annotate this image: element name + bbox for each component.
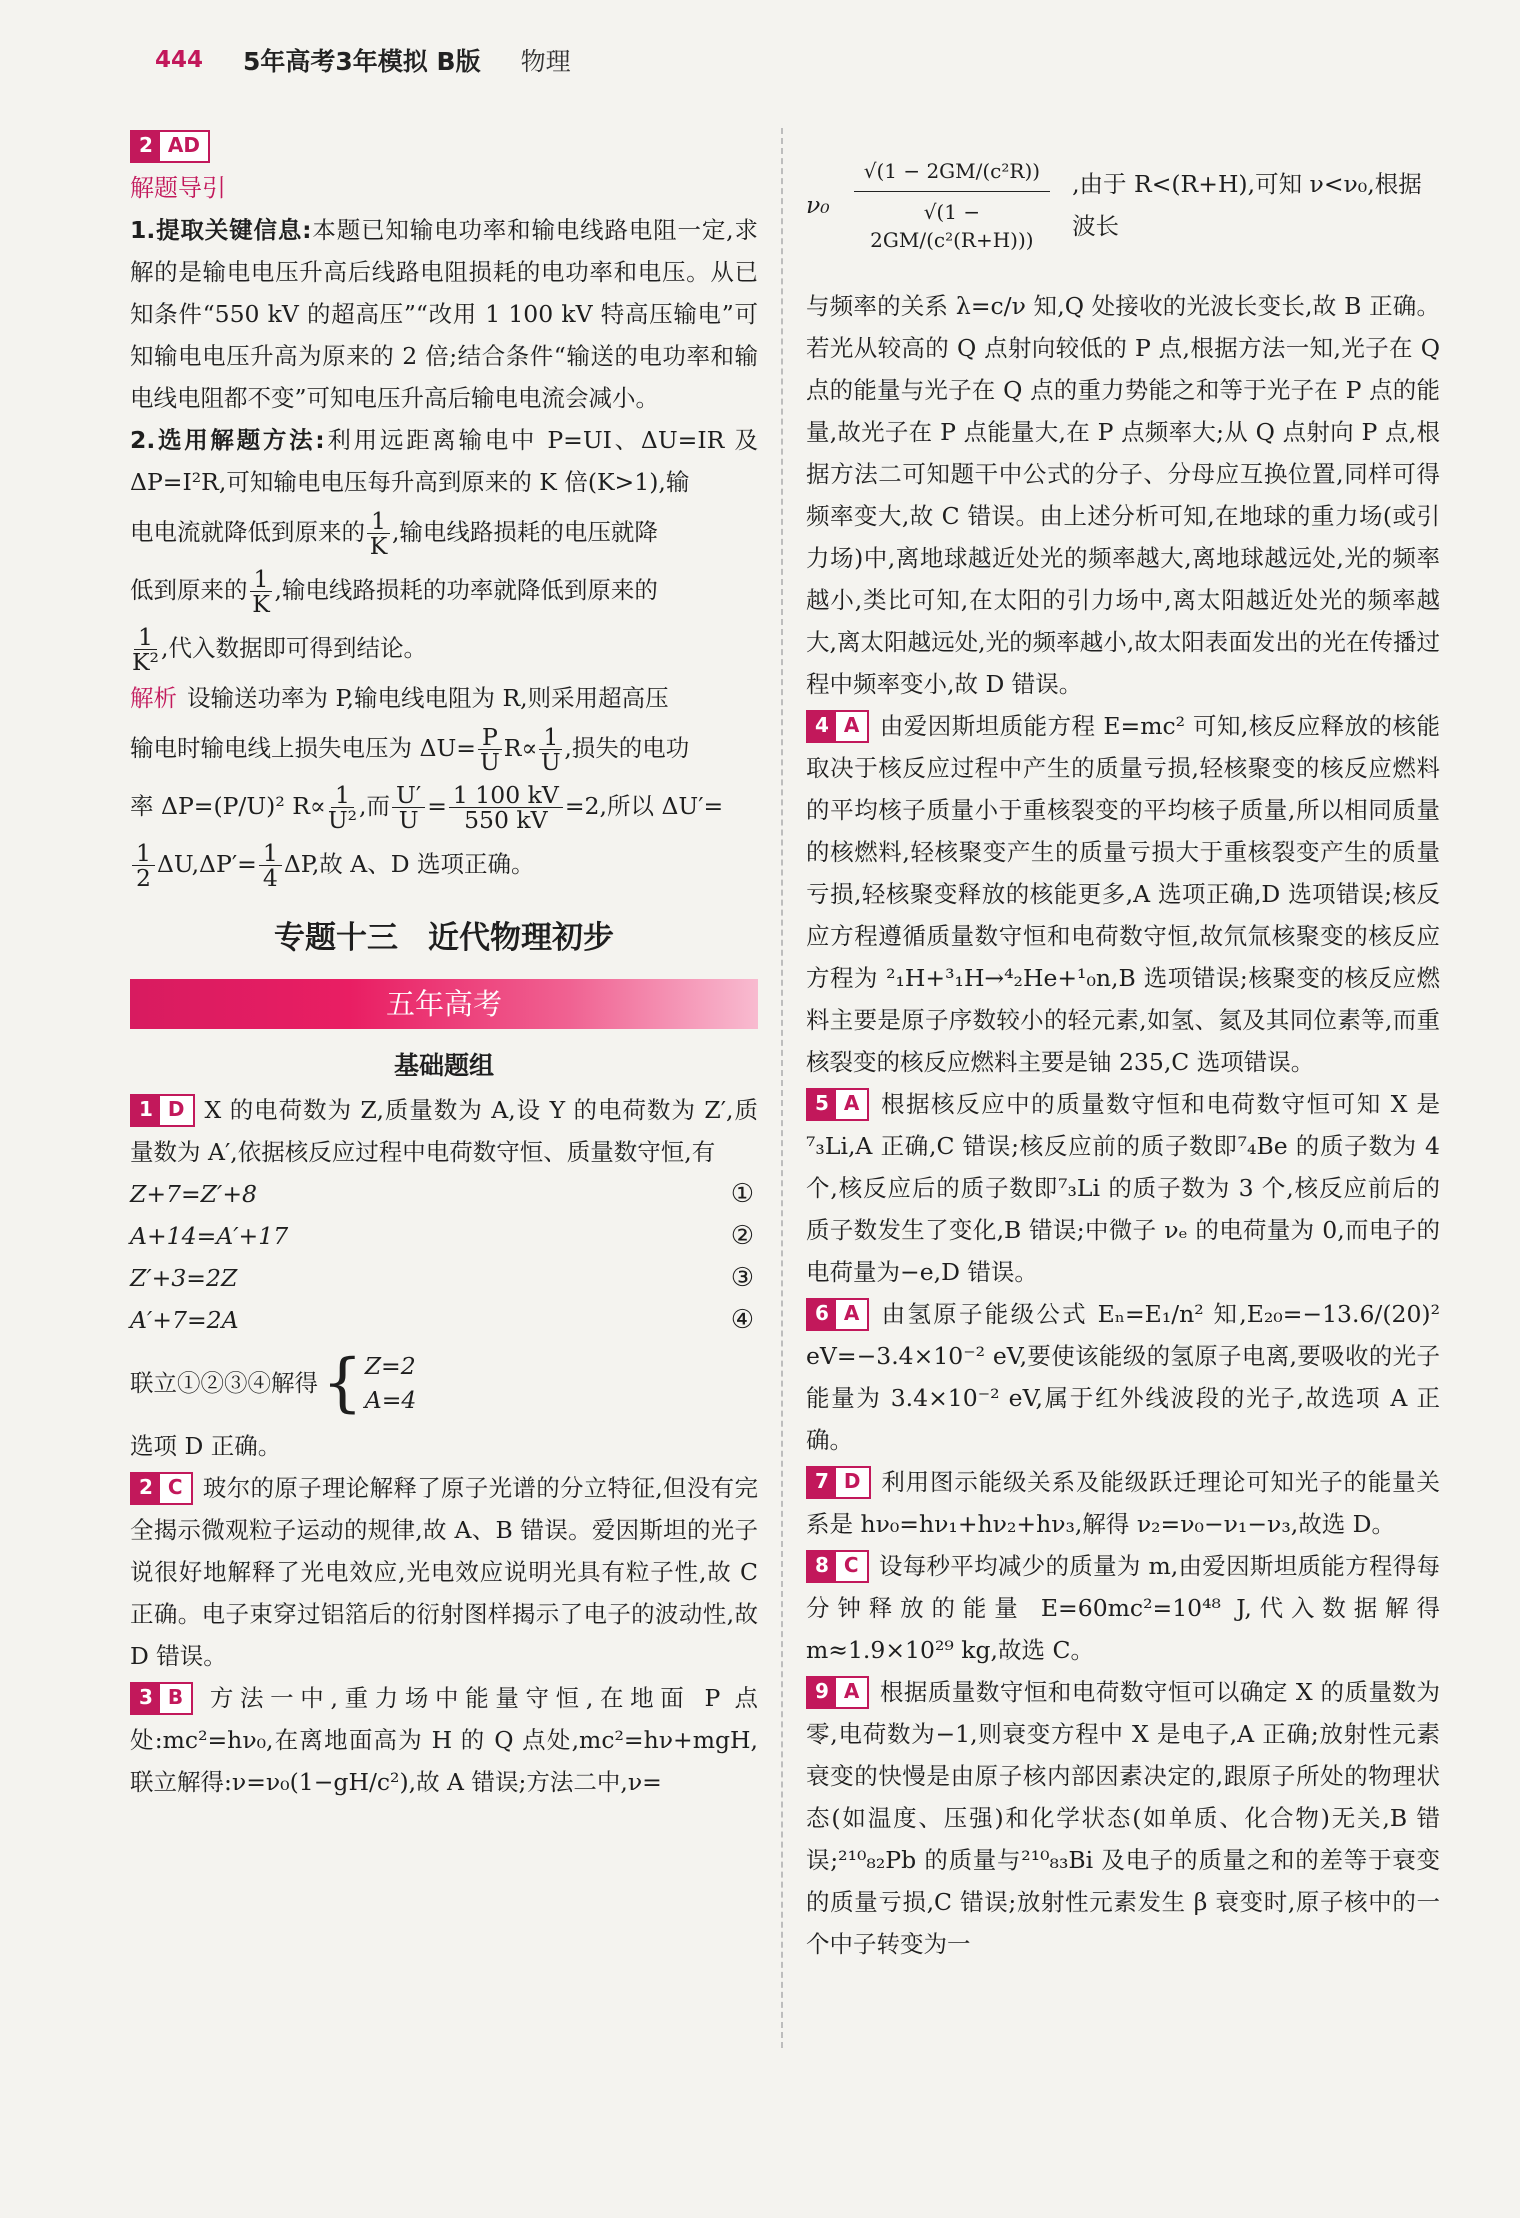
book-title: 5年高考3年模拟 B版 [243, 47, 481, 76]
answer-text: X 的电荷数为 Z,质量数为 A,设 Y 的电荷数为 Z′,质量数为 A′,依据核反应过程中电荷数守恒、质量数守恒,有 [130, 1096, 758, 1166]
conclusion: 选项 D 正确。 [130, 1432, 282, 1460]
answer-block-q1 [130, 1089, 758, 1173]
answer-badge [130, 130, 210, 163]
text: 电电流就降低到原来的 [130, 518, 365, 546]
analysis-label: 解析 [130, 684, 177, 712]
guide-step-2 [130, 419, 758, 503]
text: ,代入数据即可得到结论。 [160, 634, 427, 662]
answer-text: 由爱因斯坦质能方程 E=mc² 可知,核反应释放的核能取决于核反应过程中产生的质量亏损,轻核聚变的核反应燃料的平均核子质量小于重核裂变的平均核子质量,所以相同质量的核燃料,轻核聚变产生的质量亏损大于重核裂变产生的质量亏损,轻核聚变释放的核能更多,A 选项正确,D 选项错误;核反应方程遵循质量数守恒和电荷数守恒,故氘氚核聚变的核反应方程为 ²₁H+³₁H→⁴₂He+¹₀n,B 选项错误;核聚变的核反应燃料主要是原子序数较小的轻元素,如氢、氦及其同位素等,而重核裂变的核反应燃料主要是铀 235,C 选项错误。 [806, 712, 1440, 1076]
page-number: 444 [155, 47, 204, 73]
equation-row [130, 1299, 758, 1341]
text: 低到原来的 [130, 576, 248, 604]
analysis-line: 率 ΔP=(P/U)² R∝ $\frac{1}{\text{U²}}$ ,而 $\frac{U'}{U}$ = $\frac{1 100 kV}{550 kV}$ =2,所以 ΔU′= [130, 781, 724, 834]
fraction: $\frac{\text{√(1 − 2GM/(c²R))}}{\text{√(1 − 2GM/(c²(R+H)))}}$ [838, 151, 1066, 260]
answer-block-q8 [806, 1545, 1440, 1671]
answer-text: 根据核反应中的质量数守恒和电荷数守恒可知 X 是⁷₃Li,A 正确,C 错误;核反应前的质子数即⁷₄Be 的质子数为 4 个,核反应后的质子数即⁷₃Li 的质子数为 3 个,核反应前后的质子数发生了变化,B 错误;中微子 νₑ 的电荷量为 0,而电子的电荷量为−e,D 错误。 [806, 1090, 1440, 1286]
equation-marker: ③ [730, 1263, 754, 1293]
answer-badge: 8 C [806, 1550, 869, 1583]
fraction: $\frac{1}{U}$ [540, 723, 561, 776]
group-title: 基础题组 [393, 1051, 494, 1080]
fraction: $\frac{1}{K}$ [367, 509, 390, 558]
column-divider [781, 128, 783, 2048]
answer-block-q9 [806, 1671, 1440, 1965]
equation-row [130, 1173, 758, 1215]
guide-line [130, 503, 758, 561]
answer-text: 玻尔的原子理论解释了原子光谱的分立特征,但没有完全揭示微观粒子运动的规律,故 A、B 错误。爱因斯坦的光子说很好地解释了光电效应,光电效应说明光具有粒子性,故 C 正确。电子束穿过铝箔后的衍射图样揭示了电子的波动性,故 D 错误。 [130, 1474, 758, 1670]
analysis-line [130, 677, 758, 719]
page-header [155, 40, 1460, 80]
answer-block-q3 [130, 1677, 758, 1803]
section-banner: 五年高考 [130, 979, 758, 1029]
answer-badge: 9 A [806, 1676, 869, 1709]
fraction: $\frac{1}{K}$ [250, 567, 273, 616]
guide-line [130, 619, 758, 677]
answer-text: 根据质量数守恒和电荷数守恒可以确定 X 的质量数为零,电荷数为−1,则衰变方程中 X 是电子,A 正确;放射性元素衰变的快慢是由原子核内部因素决定的,跟原子所处的物理状态(如温度、压强)和化学状态(如单质、化合物)无关,B 错误;²¹⁰₈₂Pb 的质量与²¹⁰₈₃Bi 及电子的质量之和的差等于衰变的质量亏损,C 错误;放射性元素发生 β 衰变时,原子核中的一个中子转变为一 [806, 1678, 1440, 1958]
equation-row [130, 1215, 758, 1257]
step-title: 1.提取关键信息: [130, 216, 312, 244]
answer-badge: 7 D [806, 1466, 871, 1499]
text: ,输电线路损耗的功率就降低到原来的 [274, 576, 658, 604]
step-text: 本题已知输电功率和输电线路电阻一定,求解的是输电电压升高后线路电阻损耗的电功率和电压。从已知条件“550 kV 的超高压”“改用 1 100 kV 特高压输电”可知输电电压升高为原来的 2 倍;结合条件“输送的电功率和输电线电阻都不变”可知电压升高后输电电流会减小。 [130, 216, 758, 412]
answer-badge: 1 D [130, 1094, 195, 1127]
topic-label: 专题十三 [274, 920, 398, 956]
answer-text: 方法一中,重力场中能量守恒,在地面 P 点处:mc²=hν₀,在离地面高为 H 的 Q 点处,mc²=hν+mgH,联立解得:ν=ν₀(1−gH/c²),故 A 错误;方法二中,ν= [130, 1684, 758, 1796]
guide-label: 解题导引 [130, 174, 226, 202]
fraction: $\frac{P}{U}$ [479, 723, 500, 776]
solution-system: Z=2 A=4 [364, 1352, 417, 1414]
equation-marker: ① [730, 1179, 754, 1209]
answer-badge: 6 A [806, 1298, 869, 1331]
analysis-line: $\frac{1}{2}$ ΔU,ΔP′= $\frac{1}{4}$ ΔP,故 A、D 选项正确。 [130, 835, 758, 893]
analysis-line: 输电时输电线上损失电压为 ΔU= $\frac{P}{U}$ R∝ $\frac{1}{U}$ ,损失的电功 [130, 723, 690, 776]
fraction: $\frac{U'}{U}$ [392, 783, 425, 832]
answer-block-q2 [130, 125, 758, 167]
topic-title [130, 909, 758, 967]
answer-badge: 3 B [130, 1682, 193, 1715]
equation-marker: ② [730, 1221, 754, 1251]
answer-text: 由氢原子能级公式 Eₙ=E₁/n² 知,E₂₀=−13.6/(20)² eV=−3.4×10⁻² eV,要使该能级的氢原子电离,要吸收的光子能量为 3.4×10⁻² eV,属于红外线波段的光子,故选项 A 正确。 [806, 1300, 1440, 1454]
answer-block-q6 [806, 1293, 1440, 1461]
answer-block-q2c [130, 1467, 758, 1677]
text: 设输送功率为 P,输电线电阻为 R,则采用超高压 [187, 684, 669, 712]
answer-badge: 2 C [130, 1472, 193, 1505]
equation: A′+7=2A [130, 1306, 239, 1334]
right-column [806, 125, 1440, 1965]
answer-block-q4 [806, 705, 1440, 1083]
equation: Z+7=Z′+8 [130, 1180, 257, 1208]
equation-marker: ④ [730, 1305, 754, 1335]
fraction: $\frac{1}{\text{K²}}$ [132, 623, 159, 676]
text: ,输电线路损耗的电压就降 [391, 518, 658, 546]
guide-step-1 [130, 209, 758, 419]
answer-badge: 5 A [806, 1088, 869, 1121]
left-column [130, 125, 758, 1803]
paragraph: 与频率的关系 λ=c/ν 知,Q 处接收的光波长变长,故 B 正确。若光从较高的 Q 点射向较低的 P 点,根据方法一知,光子在 Q 点的能量与光子在 Q 点的重力势能之和等于光子在 P 点的能量,故光子在 P 点能量大,在 P 点频率大;从 Q 点射向 P 点,根据方法二可知题干中公式的分子、分母应互换位置,同样可得频率变大,故 C 错误。由上述分析可知,在地球的重力场(或引力场)中,离地球越近处光的频率越大,离地球越远处,光的频率越小,类比可知,在太阳的引力场中,离太阳越近处光的频率越大,离太阳越远处,光的频率越小,故太阳表面发出的光在传播过程中频率变小,故 D 错误。 [806, 292, 1440, 698]
brace: { [322, 1346, 363, 1420]
step-text: 利用远距离输电中 P=UI、ΔU=IR 及 ΔP=I²R,可知输电电压每升高到原来的 K 倍(K>1),输 [130, 426, 758, 496]
fraction: $\frac{1}{4}$ [259, 841, 282, 890]
fraction: $\frac{1}{\text{U²}}$ [327, 781, 358, 834]
fraction: $\frac{1 100 kV}{550 kV}$ [449, 783, 563, 832]
step-title: 2.选用解题方法: [130, 426, 325, 454]
answer-block-q7 [806, 1461, 1440, 1545]
topic-name: 近代物理初步 [428, 920, 614, 956]
nu-formula: ν₀ $\frac{\text{√(1 − 2GM/(c²R))}}{\text{√(1 − 2GM/(c²(R+H)))}}$ ,由于 R<(R+H),可知 ν<ν₀,根据波长 [806, 125, 1440, 285]
fraction: $\frac{1}{2}$ [132, 841, 155, 890]
equation: A+14=A′+17 [130, 1222, 289, 1250]
equation: Z′+3=2Z [130, 1264, 238, 1292]
equation-row [130, 1257, 758, 1299]
answer-text: 利用图示能级关系及能级跃迁理论可知光子的能量关系是 hν₀=hν₁+hν₂+hν₃,解得 ν₂=ν₀−ν₁−ν₃,故选 D。 [806, 1468, 1440, 1538]
answer-letter: AD [160, 132, 208, 161]
question-number: 2 [132, 132, 160, 161]
equation-list [130, 1173, 758, 1341]
answer-text: 设每秒平均减少的质量为 m,由爱因斯坦质能方程得每分钟释放的能量 E=60mc²=10⁴⁸ J,代入数据解得 m≈1.9×10²⁹ kg,故选 C。 [806, 1552, 1440, 1664]
subject-label: 物理 [520, 47, 571, 76]
solve-row: 联立①②③④解得 { Z=2 A=4 [130, 1346, 417, 1420]
answer-block-q5 [806, 1083, 1440, 1293]
answer-badge: 4 A [806, 710, 869, 743]
guide-line [130, 561, 758, 619]
